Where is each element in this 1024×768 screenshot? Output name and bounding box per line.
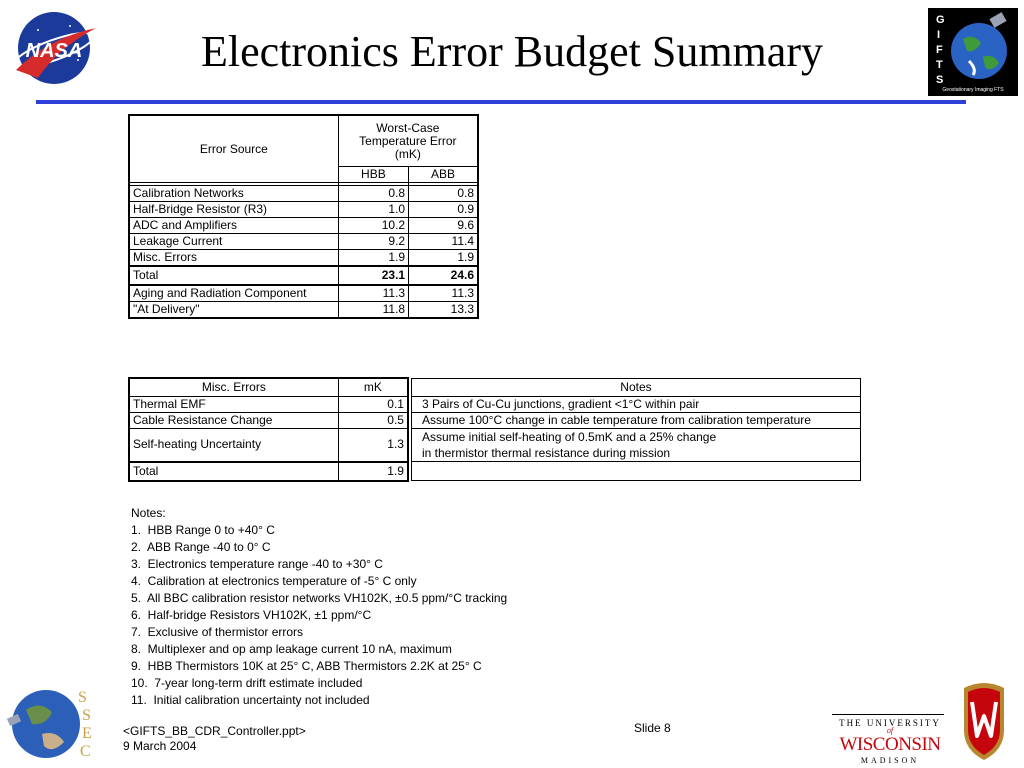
table-row <box>129 234 478 250</box>
row-abb: 9.6 <box>409 218 478 234</box>
misc-errors-table <box>128 377 861 482</box>
header-mk: mK <box>338 378 408 396</box>
list-item: 11. Initial calibration uncertainty not included <box>131 693 370 707</box>
row-note: Assume 100°C change in cable temperature from calibration temperature <box>411 412 860 428</box>
row-note: 3 Pairs of Cu-Cu junctions, gradient <1°C within pair <box>411 396 860 412</box>
row-abb: 0.9 <box>409 202 478 218</box>
table-row <box>129 186 478 202</box>
table-row <box>129 218 478 234</box>
total-mk: 1.9 <box>338 462 408 481</box>
list-item: 8. Multiplexer and op amp leakage current 10 nA, maximum <box>131 642 452 656</box>
ssec-logo <box>6 680 98 764</box>
svg-text:Geostationary Imaging FTS: Geostationary Imaging FTS <box>942 87 1004 93</box>
list-item: 6. Half-bridge Resistors VH102K, ±1 ppm/°C <box>131 608 372 622</box>
svg-text:I: I <box>937 29 941 41</box>
header-notes: Notes <box>411 378 860 396</box>
row-source: Misc. Errors <box>129 250 338 267</box>
header-abb: ABB <box>409 167 478 183</box>
slide-number: Slide 8 <box>634 721 671 735</box>
uw-crest-icon <box>958 680 1010 762</box>
table-row <box>129 285 478 302</box>
row-source: Calibration Networks <box>129 186 338 202</box>
total-row <box>129 266 478 285</box>
total-abb: 24.6 <box>409 266 478 285</box>
row-abb: 0.8 <box>409 186 478 202</box>
table-row <box>129 202 478 218</box>
row-source: Half-Bridge Resistor (R3) <box>129 202 338 218</box>
svg-text:F: F <box>936 44 943 56</box>
row-hbb: 11.8 <box>338 302 408 319</box>
notes-heading: Notes: <box>131 506 166 520</box>
row-source: "At Delivery" <box>129 302 338 319</box>
row-hbb: 9.2 <box>338 234 408 250</box>
uw-wisconsin: WISCONSIN <box>839 734 941 755</box>
list-item: 9. HBB Thermistors 10K at 25° C, ABB Thermistors 2.2K at 25° C <box>131 659 482 673</box>
header-error-source: Error Source <box>129 115 338 183</box>
table-row <box>129 302 478 319</box>
slide-title: Electronics Error Budget Summary <box>201 27 823 76</box>
list-item: 5. All BBC calibration resistor networks VH102K, ±0.5 ppm/°C tracking <box>131 591 508 605</box>
table-row <box>129 428 861 462</box>
header-hbb: HBB <box>338 167 408 183</box>
footer-date: 9 March 2004 <box>123 739 197 753</box>
footer-filename: <GIFTS_BB_CDR_Controller.ppt> <box>123 724 306 738</box>
total-label: Total <box>129 462 338 481</box>
svg-text:S: S <box>78 689 87 706</box>
total-label: Total <box>129 266 338 285</box>
list-item: 10. 7-year long-term drift estimate included <box>131 676 363 690</box>
total-hbb: 23.1 <box>338 266 408 285</box>
row-abb: 13.3 <box>409 302 478 319</box>
svg-text:S: S <box>82 707 91 724</box>
row-hbb: 1.0 <box>338 202 408 218</box>
svg-text:NASA: NASA <box>25 40 83 62</box>
header-worst-case: Worst-Case Temperature Error (mK) <box>338 115 478 167</box>
row-mk: 1.3 <box>338 428 408 462</box>
row-note <box>411 428 860 462</box>
row-source: Aging and Radiation Component <box>129 285 338 302</box>
svg-text:T: T <box>936 59 943 71</box>
table-row <box>129 412 861 428</box>
row-note-line-1: Assume initial self-heating of 0.5mK and a 25% change <box>421 429 717 444</box>
list-item: 4. Calibration at electronics temperature of -5° C only <box>131 574 417 588</box>
row-name: Self-heating Uncertainty <box>129 428 338 462</box>
svg-text:C: C <box>80 743 91 760</box>
row-abb: 11.4 <box>409 234 478 250</box>
row-source: ADC and Amplifiers <box>129 218 338 234</box>
row-abb: 1.9 <box>409 250 478 267</box>
list-item: 7. Exclusive of thermistor errors <box>131 625 304 639</box>
table-row <box>129 250 478 267</box>
svg-text:E: E <box>82 725 92 742</box>
row-note-line-2: in thermistor thermal resistance during mission <box>421 445 671 460</box>
footer-file-info <box>123 724 306 754</box>
uw-divider <box>832 714 944 715</box>
row-hbb: 1.9 <box>338 250 408 267</box>
row-source: Leakage Current <box>129 234 338 250</box>
uw-the-university: THE UNIVERSITY <box>839 718 941 728</box>
uw-madison: MADISON <box>860 756 920 765</box>
svg-text:S: S <box>936 74 944 86</box>
row-hbb: 0.8 <box>338 186 408 202</box>
table-row <box>129 396 861 412</box>
total-note <box>411 462 860 481</box>
list-item: 3. Electronics temperature range -40 to +30° C <box>131 557 383 571</box>
row-hbb: 10.2 <box>338 218 408 234</box>
header-row <box>129 115 478 167</box>
error-budget-table <box>128 114 479 319</box>
gifts-logo <box>928 8 1018 96</box>
row-mk: 0.1 <box>338 396 408 412</box>
row-hbb: 11.3 <box>338 285 408 302</box>
row-name: Thermal EMF <box>129 396 338 412</box>
header-misc-errors: Misc. Errors <box>129 378 338 396</box>
header-row <box>129 378 861 396</box>
row-name: Cable Resistance Change <box>129 412 338 428</box>
uw-wordmark <box>832 718 948 765</box>
uw-of: of <box>886 726 894 735</box>
list-item: 2. ABB Range -40 to 0° C <box>131 540 271 554</box>
row-abb: 11.3 <box>409 285 478 302</box>
notes-list <box>131 505 507 709</box>
title-rule <box>36 100 966 104</box>
total-row <box>129 462 861 481</box>
row-mk: 0.5 <box>338 412 408 428</box>
list-item: 1. HBB Range 0 to +40° C <box>131 523 275 537</box>
svg-text:G: G <box>936 14 945 26</box>
